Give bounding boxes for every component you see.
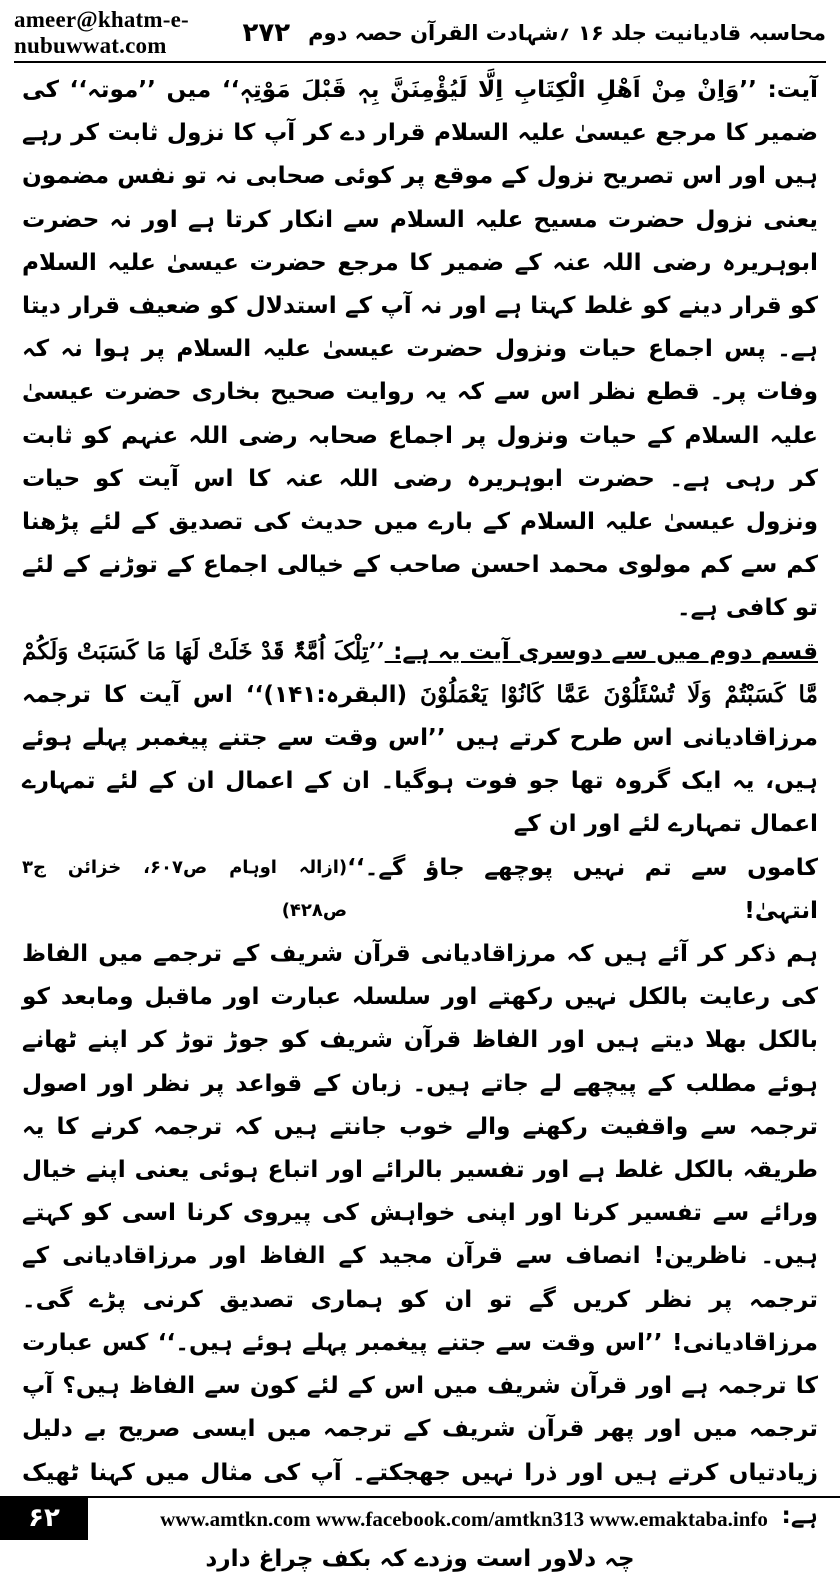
header-right	[243, 18, 826, 48]
source-citation: (ازالہ اوہام ص۶۰۷، خزائن ج۳ ص۴۲۸)	[22, 856, 348, 921]
page-footer	[0, 1496, 840, 1540]
header-page-number: ۲۷۲	[242, 18, 291, 48]
paragraph-2	[22, 630, 818, 846]
verse-reference: (البقرہ:۱۴۱)	[263, 680, 408, 708]
page-header	[14, 8, 826, 58]
footer-urls: www.amtkn.com www.facebook.com/amtkn313 www.emaktaba.info	[88, 1496, 840, 1540]
paragraph-2-rest: ‘‘ اس آیت کا ترجمہ مرزاقادیانی اس طرح کرتے ہیں ’’اس وقت سے جتنے پیغمبر پہلے ہوئے ہیں، یہ ایک گروہ تھا جو فوت ہوگیا۔ ان کے اعمال ان کے لئے تمہارے اعمال تمہارے لئے اور ان کے	[22, 680, 818, 838]
footer-page-number: ۶۲	[0, 1496, 88, 1540]
quran-verse: ’’تِلْکَ اُمَّۃٌ قَدْ خَلَتْ لَھَا مَا کَسَبَتْ وَلَکُمْ مَّا کَسَبْتُمْ وَلَا تُسْئَلُوْنَ عَمَّا کَانُوْا یَعْمَلُوْنَ	[22, 637, 818, 708]
page-body	[22, 68, 818, 1580]
persian-verse: چہ دلاور است وزدے کہ بکف چراغ دارد	[205, 1544, 635, 1572]
paragraph-3: ہم ذکر کر آئے ہیں کہ مرزاقادیانی قرآن شریف کے ترجمے میں الفاظ کی رعایت بالکل نہیں رکھتے اور سلسلہ عبارت اور ماقبل ومابعد کو بالکل بھلا دیتے ہیں اور الفاظ قرآن شریف کو جوڑ توڑ کر اپنے ٹھانے ہوئے مطلب کے پیچھے لے جاتے ہیں۔ زبان کے قواعد پر نظر اور اصول ترجمہ سے واقفیت رکھنے والے خوب جانتے ہیں کہ ترجمہ کرنے کا یہ طریقہ بالکل غلط ہے اور تفسیر بالرائے اور اتباع ہوئی یعنی اپنے خیال ورائے سے تفسیر کرنا اور اپنی خواہش کی پیروی کرنا اسی کو کہتے ہیں۔ ناظرین! انصاف سے قرآن مجید کے الفاظ اور مرزاقادیانی کے ترجمہ پر نظر کریں گے تو ان کو ہماری تصدیق کرنی پڑے گی۔ مرزاقادیانی! ’’اس وقت سے جتنے پیغمبر پہلے ہوئے ہیں۔‘‘ کس عبارت کا ترجمہ ہے اور قرآن شریف میں اس کے لئے کون سے الفاظ ہیں؟ آپ ترجمہ میں اور پھر قرآن شریف کے ترجمہ میں ایسی صریح بے دلیل زیادتیاں کرتے ہیں اور ذرا نہیں جھجکتے۔ آپ کی مثال میں کہنا ٹھیک ہے:	[22, 940, 818, 1529]
header-rule	[14, 61, 826, 63]
header-email: ameer@khatm-e-nubuwwat.com	[14, 7, 189, 58]
header-title: محاسبہ قادیانیت جلد ۱۶ ؍شہادت القرآن حصہ دوم	[308, 21, 826, 45]
reference-line	[22, 846, 818, 932]
paragraph-1: آیت: ’’وَاِنْ مِنْ اَھْلِ الْکِتَابِ اِلَّا لَیُؤْمِنَنَّ بِہٖ قَبْلَ مَوْتِہٖ‘‘ میں ’’موتہ‘‘ کی ضمیر کا مرجع عیسیٰ علیہ السلام قرار دے کر آپ کا نزول ثابت کر رہے ہیں اور اس تصریح نزول کے موقع پر کوئی صحابی نہ تو نفس مضمون یعنی نزول حضرت مسیح علیہ السلام سے انکار کرتا ہے اور نہ حضرت ابوہریرہ رضی اللہ عنہ کے ضمیر کا مرجع حضرت عیسیٰ علیہ السلام کو قرار دینے کو غلط کہتا ہے اور نہ آپ کے استدلال کو ضعیف قرار دیتا ہے۔ پس اجماع حیات ونزول حضرت عیسیٰ علیہ السلام پر ہوا نہ کہ وفات پر۔ قطع نظر اس سے کہ یہ روایت صحیح بخاری حضرت عیسیٰ علیہ السلام کے حیات ونزول پر اجماع صحابہ رضی اللہ عنہم کو ثابت کر رہی ہے۔ حضرت ابوہریرہ رضی اللہ عنہ کا اس آیت کو حیات ونزول عیسیٰ علیہ السلام کے بارے میں حدیث کی تصدیق کے لئے پڑھنا کم سے کم مولوی محمد احسن صاحب کے خیالی اجماع کے توڑنے کے لئے تو کافی ہے۔	[22, 76, 818, 622]
paragraph-2-last: کاموں سے تم نہیں پوچھے جاؤ گے۔‘‘ انتہیٰ!	[347, 853, 818, 924]
paragraph-2-intro: قسم دوم میں سے دوسری آیت یہ ہے:	[384, 637, 819, 665]
